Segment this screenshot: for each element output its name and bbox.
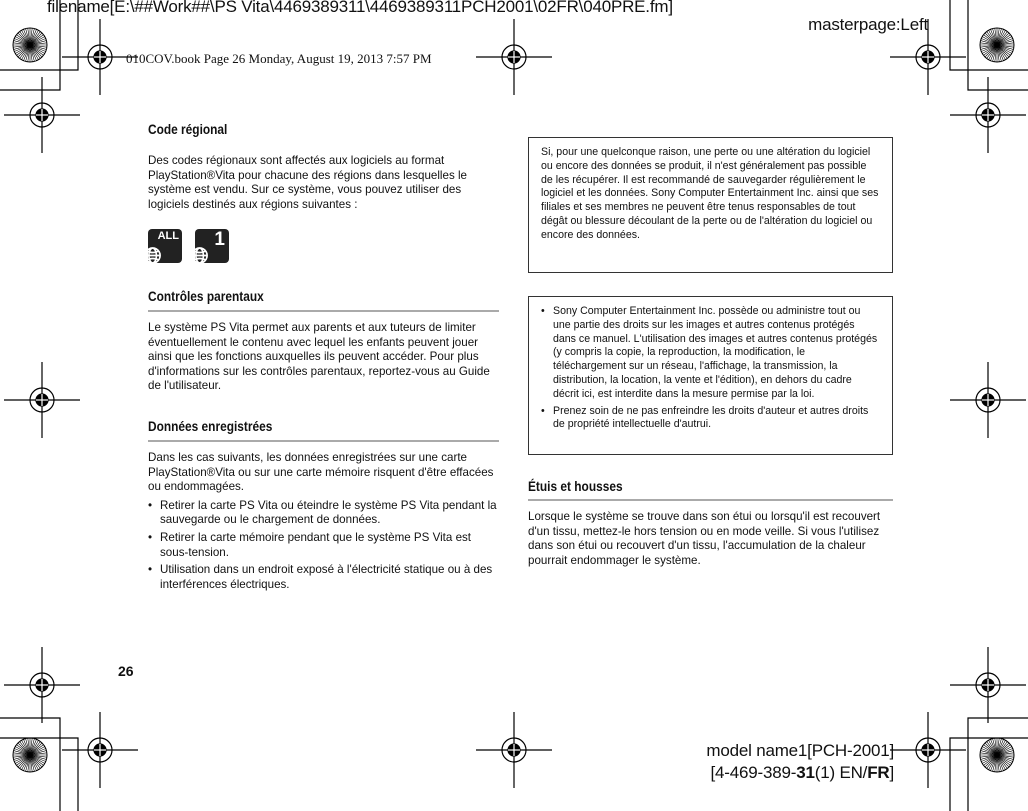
list-item: • Retirer la carte PS Vita ou éteindre le système PS Vita pendant la sauvegarde ou le chargement de données. (148, 499, 500, 528)
region-badge-1: 1 🌐︎ (195, 229, 229, 263)
heading-parental: Contrôles parentaux (148, 288, 264, 304)
crosshair-mark (4, 77, 80, 153)
region-badge-all: ALL 🌐︎ (148, 229, 182, 263)
crosshair-mark (950, 647, 1026, 723)
globe-icon: 🌐︎ (144, 243, 162, 268)
sunburst-mark (980, 28, 1014, 62)
crosshair-mark (4, 362, 80, 438)
cases-text: Lorsque le système se trouve dans son étui ou lorsqu'il est recouvert d'un tissu, mettez-le hors tension ou en mode veille. Si vous l'utilisez dans son étui ou recouvert d'un tissu, l'accumulation de la chaleur pourrait endommager le système. (528, 510, 881, 567)
crosshair-mark (476, 19, 552, 95)
filename-header: filename[E:\##Work##\PS Vita\4469389311\4469389311PCH2001\02FR\040PRE.fm] (47, 0, 673, 16)
model-name: model name1[PCH-2001] (706, 741, 894, 760)
divider (528, 499, 893, 501)
code-regional-text: Des codes régionaux sont affectés aux logiciels au format PlayStation®Vita pour chacune des régions dans lesquelles le système est vendu. Sur ce système, vous pouvez utiliser des logiciels destinés aux régions suivantes : (148, 154, 467, 211)
divider (148, 310, 499, 312)
crosshair-mark (476, 712, 552, 788)
masterpage-label: masterpage:Left (808, 15, 928, 34)
copyright-notice (528, 296, 893, 455)
crosshair-mark (890, 712, 966, 788)
sunburst-mark (980, 738, 1014, 772)
list-item: • Utilisation dans un endroit exposé à l'électricité statique ou à des interférences électriques. (148, 563, 500, 592)
crosshair-mark (950, 77, 1026, 153)
sunburst-mark (13, 28, 47, 62)
book-info: 010COV.book Page 26 Monday, August 19, 2013 7:57 PM (126, 51, 432, 66)
parental-text: Le système PS Vita permet aux parents et aux tuteurs de limiter éventuellement le contenu avec lequel les enfants peuvent jouer ainsi que les fonctions auxquelles ils peuvent accéder. Pour plus d'informations sur les contrôles parentaux, reportez-vous au Guide de l'utilisateur. (148, 321, 490, 393)
divider (148, 440, 499, 442)
data-loss-notice: Si, pour une quelconque raison, une perte ou une altération du logiciel ou encore des données se produit, il n'est généralement pas possible de les récupérer. Il est recommandé de sauvegarder régulièrement le logiciel et les données. Sony Computer Entertainment Inc. ainsi que ses filiales et ses membres ne peuvent être tenus responsables de tout dégât ou blessure découlant de la perte ou de l'altération du logiciel ou encore des données. (528, 137, 893, 273)
sunburst-mark (13, 738, 47, 772)
saved-data-text: Dans les cas suivants, les données enregistrées sur une carte PlayStation®Vita ou sur une carte mémoire risquent d'être effacées ou endommagées. • Retirer la carte PS Vita ou éteindre le système PS Vita pendant la sauvegarde ou le chargement de données. • Retirer la carte mémoire pendant que le système PS Vita est sous-tension. • Utilisation dans un endroit exposé à l'électricité statique ou à des interférences électriques. (148, 451, 500, 595)
heading-saved-data: Données enregistrées (148, 418, 273, 434)
globe-icon: 🌐︎ (191, 243, 209, 268)
crosshair-mark (62, 712, 138, 788)
heading-cases: Étuis et housses (528, 478, 623, 494)
crosshair-mark (950, 362, 1026, 438)
part-code: [4-469-389-31(1) EN/FR] (710, 763, 894, 782)
heading-code-regional: Code régional (148, 121, 228, 137)
list-item: • Sony Computer Entertainment Inc. possède ou administre tout ou une partie des droits sur les images et autres contenus protégés dans ce manuel. L'utilisation des images et autres contenus protégés (y compris la copie, la reproduction, la modification, le téléchargement sur un réseau, l'affichage, la transmission, la distribution, la location, la vente et l'édition), en dehors du cadre décrit ici, est interdite dans la mesure permise par la loi. (541, 305, 880, 402)
list-item: • Retirer la carte mémoire pendant que le système PS Vita est sous-tension. (148, 531, 500, 560)
list-item: • Prenez soin de ne pas enfreindre les droits d'auteur et autres droits de propriété intellectuelle d'autrui. (541, 405, 880, 433)
crosshair-mark (4, 647, 80, 723)
page-number: 26 (118, 663, 134, 679)
